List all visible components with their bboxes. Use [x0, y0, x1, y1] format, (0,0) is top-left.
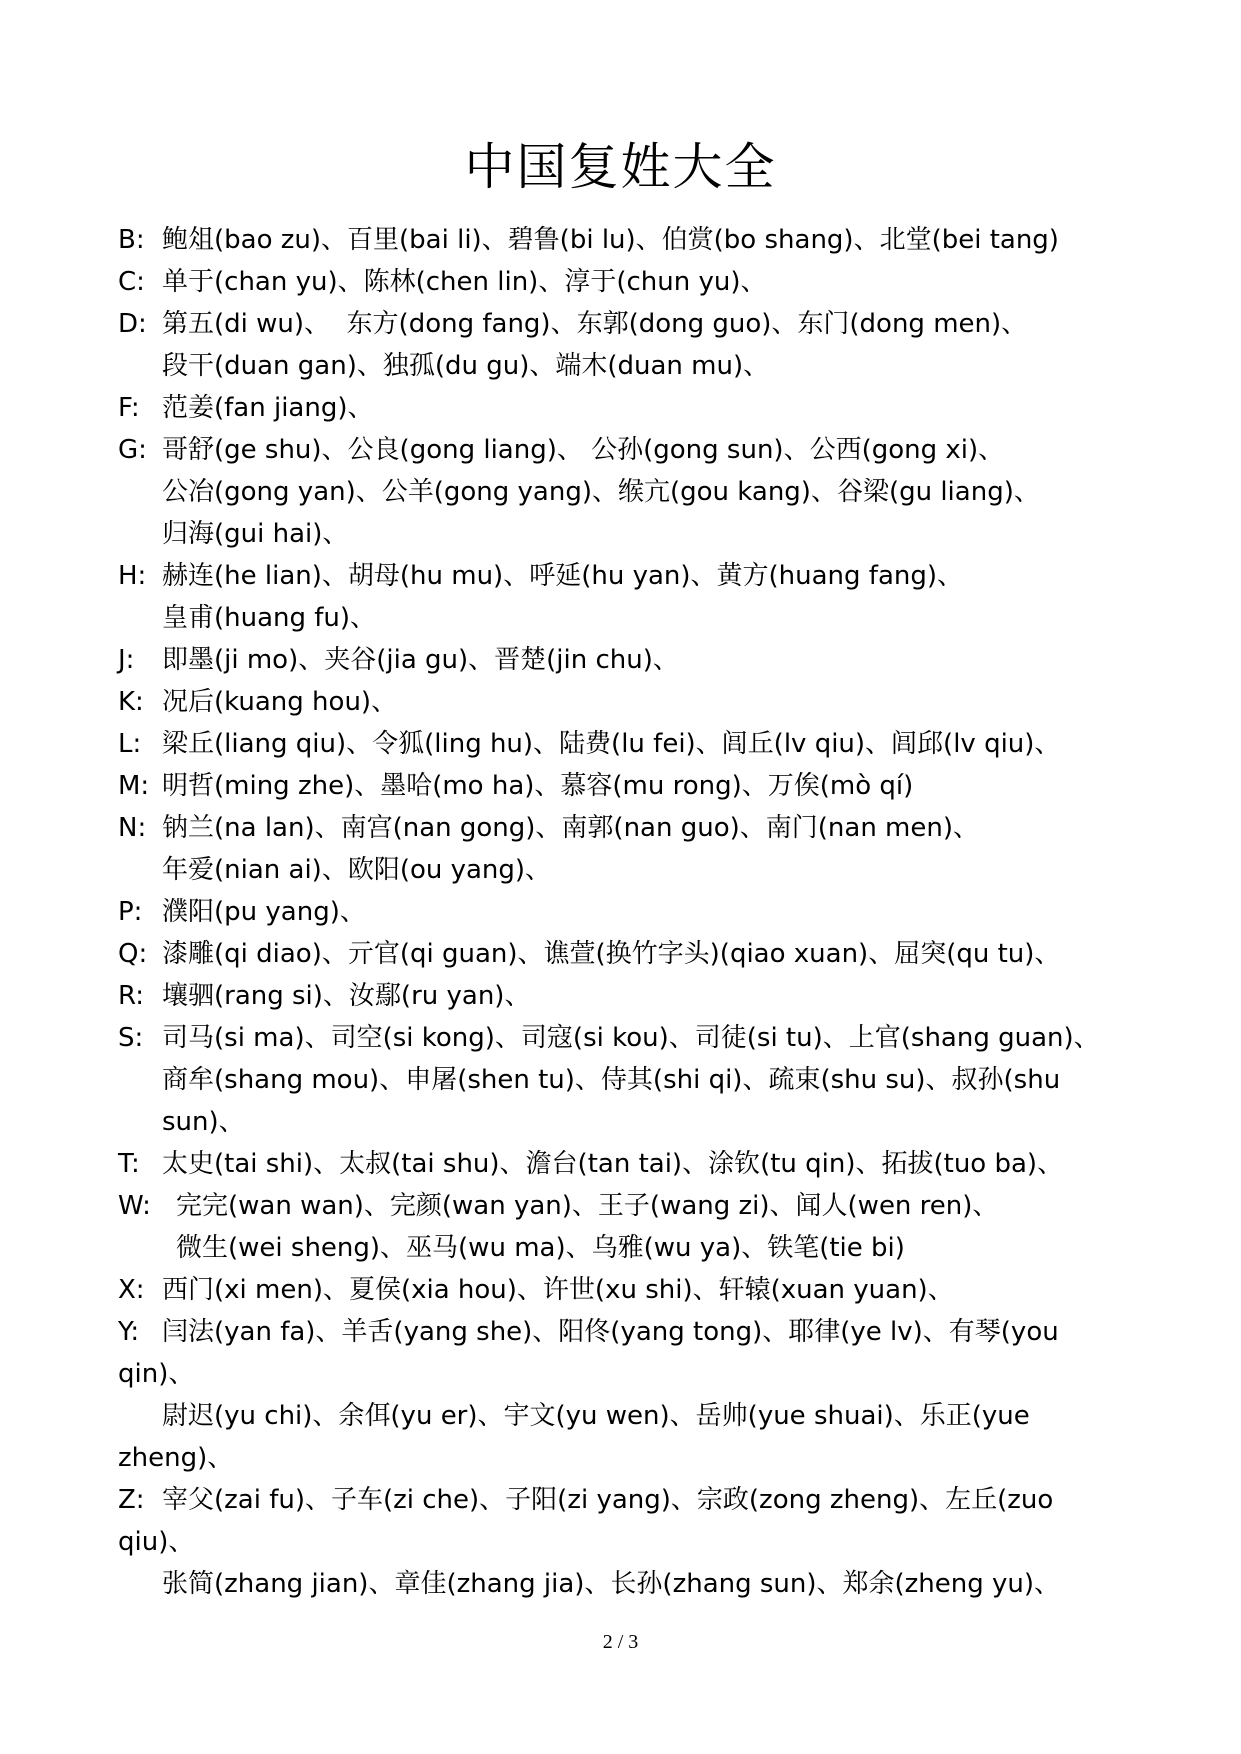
surname-line — [118, 1521, 1138, 1563]
surname-entries: sun)、 — [162, 1107, 245, 1137]
surname-entries: qin)、 — [118, 1359, 195, 1389]
index-letter: R: — [118, 981, 145, 1011]
index-letter: Y: — [118, 1317, 140, 1347]
surname-entries: 太史(tai shi)、太叔(tai shu)、澹台(tan tai)、涂钦(tu qin)、拓拔(tuo ba)、 — [162, 1149, 1064, 1179]
surname-line — [118, 933, 1138, 975]
surname-line — [118, 303, 1138, 345]
index-letter: B: — [118, 225, 145, 255]
surname-entries: 梁丘(liang qiu)、令狐(ling hu)、陆费(lu fei)、闾丘(lv qiu)、闾邱(lv qiu)、 — [162, 729, 1061, 759]
index-letter: S: — [118, 1023, 144, 1053]
surname-entries: 况后(kuang hou)、 — [162, 687, 398, 717]
index-letter: J: — [118, 645, 135, 675]
index-letter: Z: — [118, 1485, 145, 1515]
surname-entries: 赫连(he lian)、胡母(hu mu)、呼延(hu yan)、黄方(huang fang)、 — [162, 561, 963, 591]
surname-line — [118, 1143, 1138, 1185]
surname-entries: 濮阳(pu yang)、 — [162, 897, 366, 927]
surname-line — [118, 849, 1138, 891]
index-letter: G: — [118, 435, 147, 465]
surname-list — [118, 219, 1138, 1605]
surname-entries: 西门(xi men)、夏侯(xia hou)、许世(xu shi)、轩辕(xuan yuan)、 — [162, 1275, 954, 1305]
index-letter: N: — [118, 813, 147, 843]
surname-line — [118, 723, 1138, 765]
surname-entries: 单于(chan yu)、陈林(chen lin)、淳于(chun yu)、 — [162, 267, 767, 297]
surname-entries: 鲍俎(bao zu)、百里(bai li)、碧鲁(bi lu)、伯赏(bo shang)、北堂(bei tang) — [162, 225, 1059, 255]
surname-entries: 公冶(gong yan)、公羊(gong yang)、缑亢(gou kang)、谷梁(gu liang)、 — [162, 477, 1040, 507]
surname-entries: 闫法(yan fa)、羊舌(yang she)、阳佟(yang tong)、耶律(ye lv)、有琴(you — [162, 1317, 1059, 1347]
surname-entries: zheng)、 — [118, 1443, 234, 1473]
surname-entries: 明哲(ming zhe)、墨哈(mo ha)、慕容(mu rong)、万俟(mò qí) — [162, 771, 914, 801]
index-letter: T: — [118, 1149, 140, 1179]
surname-line — [118, 1269, 1138, 1311]
surname-entries: 即墨(ji mo)、夹谷(jia gu)、晋楚(jin chu)、 — [162, 645, 679, 675]
index-letter: P: — [118, 897, 143, 927]
surname-line — [118, 555, 1138, 597]
surname-entries: 段干(duan gan)、独孤(du gu)、端木(duan mu)、 — [162, 351, 770, 381]
index-letter: X: — [118, 1275, 145, 1305]
index-letter: C: — [118, 267, 145, 297]
surname-line — [118, 807, 1138, 849]
surname-line — [118, 681, 1138, 723]
index-letter: D: — [118, 309, 147, 339]
surname-entries: 第五(di wu)、 东方(dong fang)、东郭(dong guo)、东门(dong men)、 — [162, 309, 1028, 339]
surname-line — [118, 1353, 1138, 1395]
surname-line — [118, 891, 1138, 933]
surname-line — [118, 1437, 1138, 1479]
surname-line — [118, 261, 1138, 303]
index-letter: F: — [118, 393, 140, 423]
surname-entries: 完完(wan wan)、完颜(wan yan)、王子(wang zi)、闻人(wen ren)、 — [176, 1191, 999, 1221]
index-letter: W: — [118, 1191, 151, 1221]
surname-line — [118, 1395, 1138, 1437]
surname-line — [118, 1479, 1138, 1521]
surname-entries: 年爱(nian ai)、欧阳(ou yang)、 — [162, 855, 552, 885]
surname-line — [118, 1059, 1138, 1101]
surname-entries: 商牟(shang mou)、申屠(shen tu)、侍其(shi qi)、疏束(shu su)、叔孙(shu — [162, 1065, 1061, 1095]
surname-line — [118, 429, 1138, 471]
surname-line — [118, 1311, 1138, 1353]
surname-entries: 尉迟(yu chi)、余佴(yu er)、宇文(yu wen)、岳帅(yue shuai)、乐正(yue — [162, 1401, 1030, 1431]
index-letter: Q: — [118, 939, 148, 969]
surname-entries: 壤驷(rang si)、汝鄢(ru yan)、 — [162, 981, 531, 1011]
surname-entries: qiu)、 — [118, 1527, 195, 1557]
surname-line — [118, 1185, 1138, 1227]
surname-entries: 司马(si ma)、司空(si kong)、司寇(si kou)、司徒(si tu)、上官(shang guan)、 — [162, 1023, 1100, 1053]
surname-entries: 归海(gui hai)、 — [162, 519, 349, 549]
surname-entries: 哥舒(ge shu)、公良(gong liang)、 公孙(gong sun)、公西(gong xi)、 — [162, 435, 1005, 465]
surname-entries: 钠兰(na lan)、南宫(nan gong)、南郭(nan guo)、南门(nan men)、 — [162, 813, 980, 843]
surname-line — [118, 1017, 1138, 1059]
surname-line — [118, 975, 1138, 1017]
index-letter: L: — [118, 729, 142, 759]
surname-entries: 范姜(fan jiang)、 — [162, 393, 374, 423]
surname-line — [118, 471, 1138, 513]
surname-line — [118, 219, 1138, 261]
surname-line — [118, 639, 1138, 681]
surname-line — [118, 765, 1138, 807]
surname-entries: 宰父(zai fu)、子车(zi che)、子阳(zi yang)、宗政(zong zheng)、左丘(zuo — [162, 1485, 1054, 1515]
surname-line — [118, 1227, 1138, 1269]
surname-entries: 张简(zhang jian)、章佳(zhang jia)、长孙(zhang sun)、郑余(zheng yu)、 — [162, 1569, 1061, 1599]
surname-line — [118, 1101, 1138, 1143]
surname-entries: 微生(wei sheng)、巫马(wu ma)、乌雅(wu ya)、铁笔(tie bi) — [176, 1233, 905, 1263]
page-number: 2 / 3 — [602, 1631, 639, 1653]
index-letter: M: — [118, 771, 150, 801]
surname-line — [118, 1563, 1138, 1605]
surname-line — [118, 345, 1138, 387]
document-title: 中国复姓大全 — [464, 138, 777, 196]
index-letter: K: — [118, 687, 144, 717]
surname-line — [118, 513, 1138, 555]
surname-line — [118, 387, 1138, 429]
surname-line — [118, 597, 1138, 639]
surname-entries: 皇甫(huang fu)、 — [162, 603, 377, 633]
surname-entries: 漆雕(qi diao)、亓官(qi guan)、谯萱(换竹字头)(qiao xuan)、屈突(qu tu)、 — [162, 939, 1061, 969]
index-letter: H: — [118, 561, 147, 591]
